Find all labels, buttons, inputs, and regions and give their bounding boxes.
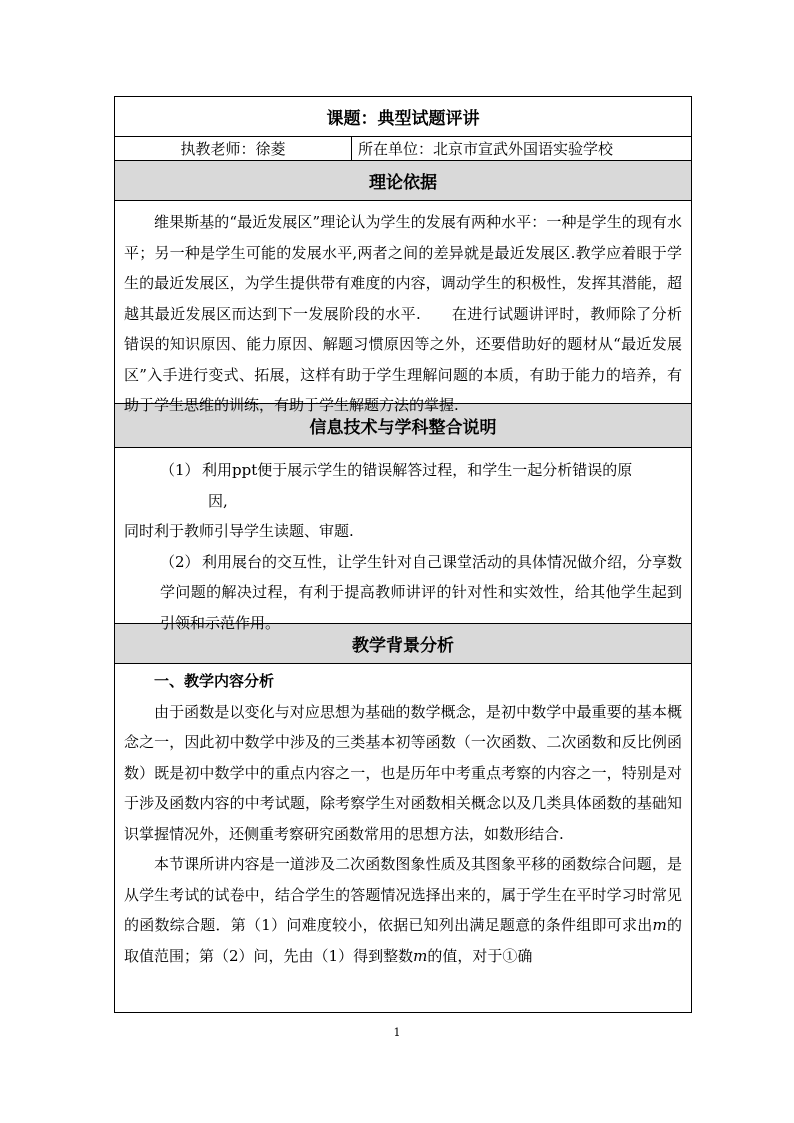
lesson-title: 课题：典型试题评讲 <box>115 97 691 137</box>
section-heading-integration: 信息技术与学科整合说明 <box>115 404 691 448</box>
item-2-text: 利用展台的交互性，让学生针对自己课堂活动的具体情况做介绍，分享数学问题的解决过程，有利于提高教师讲评的针对性和实效性，给其他学生起到引领和示范作用。 <box>160 552 683 632</box>
background-paragraph-2 <box>124 849 682 971</box>
variable-m: m <box>652 916 667 934</box>
paragraph-2-part-c: 的值，对于①确 <box>427 946 533 965</box>
item-1-text: 利用ppt便于展示学生的错误解答过程，和学生一起分析错误的原 <box>202 461 633 479</box>
theory-paragraph: 维果斯基的“最近发展区”理论认为学生的发展有两种水平：一种是学生的现有水平；另一种是学生可能的发展水平,两者之间的差异就是最近发展区.教学应着眼于学生的最近发展区，为学生提供带有难度的内容，调动学生的积极性，发挥其潜能，超越其最近发展区而达到下一发展阶段的水平. 在进行试题讲评时，教师除了分析错误的知识原因、能力原因、解题习惯原因等之外，还要借助好的题材从“最近发展区”入手进行变式、拓展，这样有助于学生理解问题的本质，有助于能力的培养，有助于学生思维的训练，有助于学生解题方法的掌握. <box>124 213 682 414</box>
teacher-name: 执教老师：徐菱 <box>115 137 352 160</box>
item-1-plain-line: 同时利于教师引导学生读题、审题. <box>124 522 354 540</box>
theory-content <box>115 201 691 414</box>
info-row <box>115 137 691 161</box>
variable-m-2: m <box>413 946 428 965</box>
paragraph-2-part-a: 本节课所讲内容是一道涉及二次函数图象性质及其图象平移的函数综合问题，是从学生考试的试卷中，结合学生的答题情况选择出来的，属于学生在平时学习时常见的函数综合题．第（1）问难度较小，依据已知列出满足题意的条件组即可求出 <box>124 855 682 934</box>
item-2-number: （2） <box>160 552 200 571</box>
integration-item-1 <box>124 455 682 486</box>
lesson-plan-table <box>114 96 692 1013</box>
school-unit: 所在单位：北京市宣武外国语实验学校 <box>358 140 614 158</box>
paragraph-2-part-b: 的取值范围；第（2）问，先由（1）得到整数 <box>124 916 682 965</box>
background-content <box>115 664 691 1012</box>
section-heading-theory: 理论依据 <box>115 161 691 201</box>
integration-content <box>115 448 691 632</box>
background-paragraph-1: 由于函数是以变化与对应思想为基础的数学概念，是初中数学中最重要的基本概念之一，因此初中数学中涉及的三类基本初等函数（一次函数、二次函数和反比例函数）既是初中数学中的重点内容之一，也是历年中考重点考察的内容之一，特别是对于涉及函数内容的中考试题，除考察学生对函数相关概念以及几类具体函数的基础知识掌握情况外，还侧重考察研究函数常用的思想方法，如数形结合. <box>124 702 682 843</box>
section-heading-background: 教学背景分析 <box>115 624 691 664</box>
item-1-continuation: 因, <box>208 491 228 510</box>
subheading-content-analysis: 一、教学内容分析 <box>154 672 275 690</box>
page-number: 1 <box>393 1026 401 1039</box>
item-1-number: （1） <box>160 461 200 479</box>
